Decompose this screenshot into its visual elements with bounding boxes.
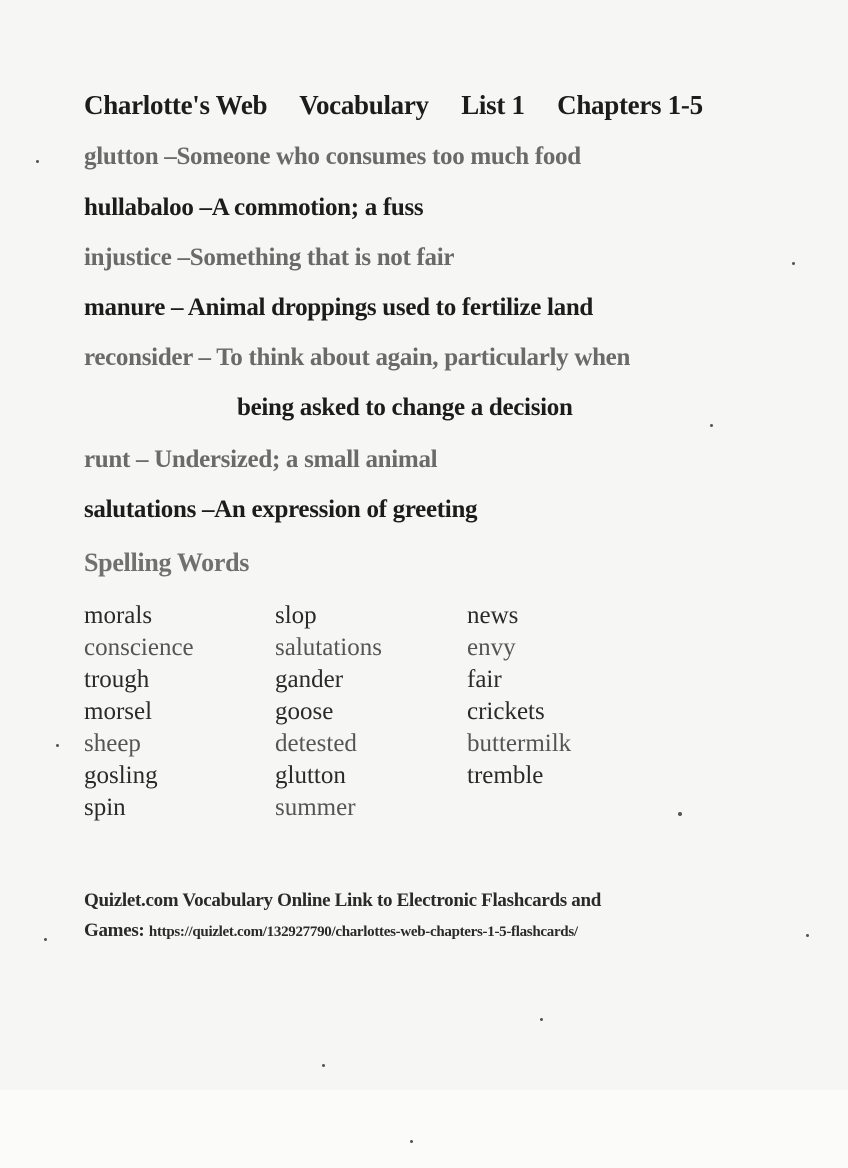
spelling-word: buttermilk	[467, 730, 572, 757]
spelling-word: gosling	[84, 762, 158, 789]
spelling-word: news	[467, 602, 519, 629]
scan-speck	[44, 938, 47, 941]
spelling-word: spin	[84, 794, 126, 821]
scan-speck	[710, 424, 713, 427]
quizlet-note-line-2	[84, 916, 601, 947]
spelling-word: gander	[275, 666, 344, 693]
spelling-word: morsel	[84, 698, 153, 725]
spelling-column-1	[84, 600, 194, 824]
games-label: Games:	[84, 920, 149, 941]
spelling-word: trough	[84, 666, 150, 693]
spelling-word: fair	[467, 666, 502, 693]
spelling-word: slop	[275, 602, 317, 629]
quizlet-note	[84, 886, 601, 947]
spelling-word: envy	[467, 634, 516, 661]
spelling-word: sheep	[84, 730, 141, 757]
page-title	[84, 90, 729, 121]
scan-speck	[410, 1140, 413, 1143]
scan-speck	[322, 1064, 325, 1067]
spelling-column-3	[467, 600, 571, 792]
title-book: Charlotte's Web	[84, 90, 268, 120]
vocab-reconsider-continued: being asked to change a decision	[237, 394, 573, 421]
scan-bottom-band	[0, 1090, 848, 1168]
scan-speck	[36, 160, 39, 163]
spelling-word: glutton	[275, 762, 346, 789]
vocab-glutton: glutton –Someone who consumes too much food	[84, 143, 581, 170]
spelling-word: tremble	[467, 762, 544, 789]
scan-speck	[806, 934, 809, 937]
quizlet-note-line-1: Quizlet.com Vocabulary Online Link to Electronic Flashcards and	[84, 890, 602, 911]
spelling-word: goose	[275, 698, 334, 725]
spelling-word: morals	[84, 602, 153, 629]
vocab-injustice: injustice –Something that is not fair	[84, 244, 455, 271]
title-kind: Vocabulary	[299, 90, 429, 120]
scan-speck	[56, 744, 59, 747]
scan-speck	[540, 1018, 543, 1021]
spelling-word: detested	[275, 730, 357, 757]
spelling-word: crickets	[467, 698, 545, 725]
vocab-salutations: salutations –An expression of greeting	[84, 496, 478, 523]
scan-speck	[792, 262, 795, 265]
scan-speck	[678, 812, 682, 816]
vocab-manure: manure – Animal droppings used to fertilize land	[84, 294, 594, 321]
spelling-heading: Spelling Words	[84, 548, 250, 577]
vocab-hullabaloo: hullabaloo –A commotion; a fuss	[84, 194, 424, 221]
quizlet-link[interactable]: https://quizlet.com/132927790/charlottes-web-chapters-1-5-flashcards/	[148, 924, 578, 940]
spelling-word: summer	[275, 794, 356, 821]
spelling-word: salutations	[275, 634, 382, 661]
vocab-reconsider: reconsider – To think about again, particularly when	[84, 344, 631, 371]
spelling-word: conscience	[84, 634, 194, 661]
vocab-runt: runt – Undersized; a small animal	[84, 446, 438, 473]
title-chapters: Chapters 1-5	[557, 90, 703, 120]
title-list: List 1	[461, 90, 525, 120]
spelling-column-2	[275, 600, 382, 824]
